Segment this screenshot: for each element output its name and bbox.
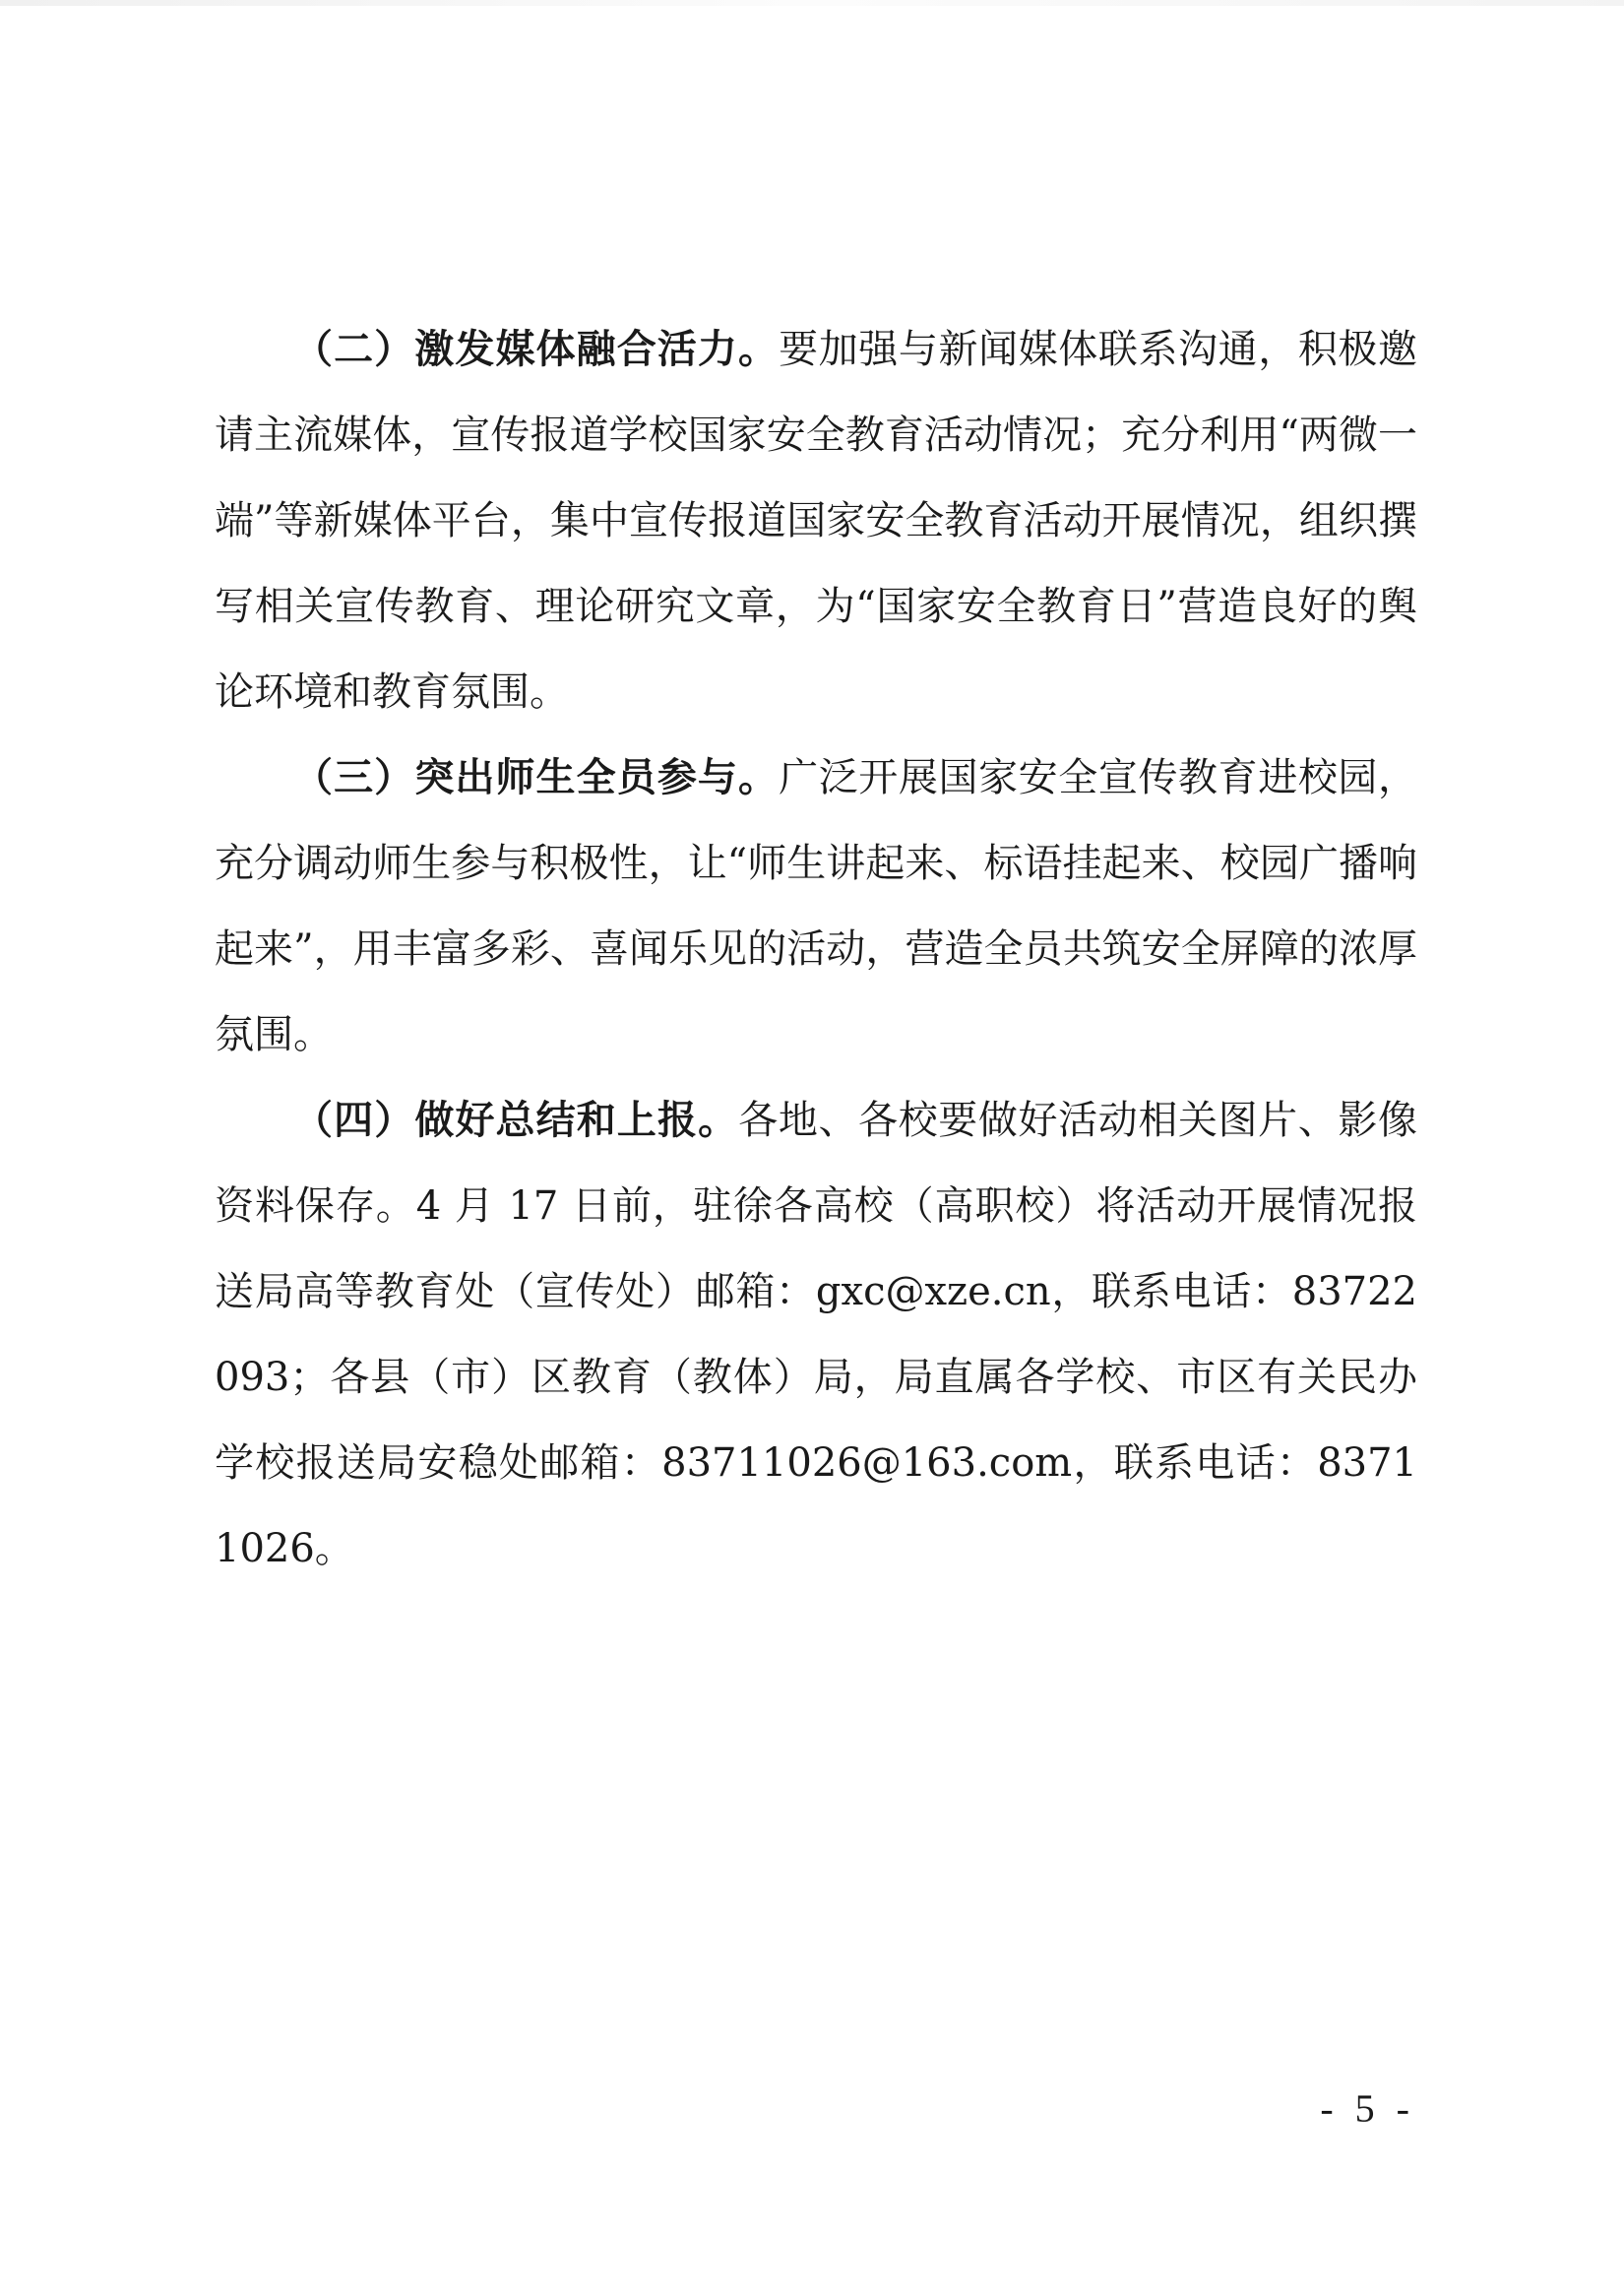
paragraph-summary-report	[215, 1078, 1417, 1592]
scan-edge	[0, 0, 1624, 6]
paragraph-heading: （四）做好总结和上报。	[293, 1098, 739, 1143]
page-number: - 5 -	[1320, 2086, 1415, 2131]
paragraph-text: 各地、各校要做好活动相关图片、影像资料保存。4 月 17 日前，驻徐各高校（高职校）将活动开展情况报送局高等教育处（宣传处）邮箱：gxc@xze.cn，联系电话：83722093；各县（市）区教育（教体）局，局直属各学校、市区有关民办学校报送局安稳处邮箱：83711026@163.com，联系电话：83711026。	[215, 1098, 1418, 1571]
paragraph-teacher-student-participation	[215, 735, 1417, 1078]
paragraph-media-integration	[215, 307, 1417, 735]
document-body	[215, 307, 1417, 1592]
paragraph-text: 要加强与新闻媒体联系沟通，积极邀请主流媒体，宣传报道学校国家安全教育活动情况；充分利用“两微一端”等新媒体平台，集中宣传报道国家安全教育活动开展情况，组织撰写相关宣传教育、理论研究文章，为“国家安全教育日”营造良好的舆论环境和教育氛围。	[215, 327, 1418, 715]
paragraph-heading: （二）激发媒体融合活力。	[293, 327, 780, 372]
paragraph-heading: （三）突出师生全员参与。	[293, 755, 780, 800]
paragraph-text: 广泛开展国家安全宣传教育进校园，充分调动师生参与积极性，让“师生讲起来、标语挂起来、校园广播响起来”，用丰富多彩、喜闻乐见的活动，营造全员共筑安全屏障的浓厚氛围。	[215, 755, 1418, 1057]
